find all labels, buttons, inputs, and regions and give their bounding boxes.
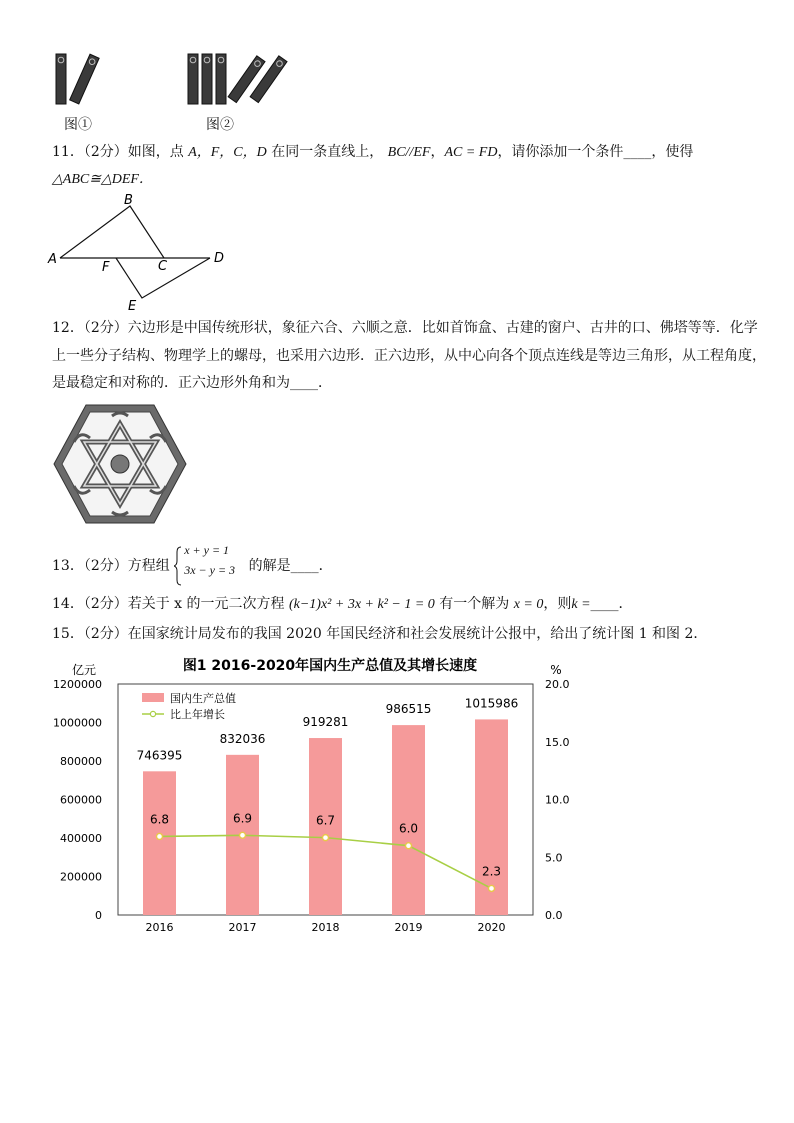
legend-label-gdp: 国内生产总值 bbox=[170, 692, 236, 705]
growth-point-2018 bbox=[323, 835, 329, 841]
y-right-tick-label: 0.0 bbox=[545, 909, 563, 922]
growth-label-2020: 2.3 bbox=[481, 864, 502, 879]
question-13 bbox=[52, 543, 772, 586]
y-left-tick-label: 400000 bbox=[60, 832, 102, 845]
q11-text-suffix: ，请你添加一个条件____，使得 bbox=[497, 144, 694, 160]
q14-prefix: 14．（2分）若关于 x 的一元二次方程 bbox=[52, 596, 285, 612]
y-axis-right-ticks bbox=[545, 678, 570, 922]
growth-point-2017 bbox=[240, 832, 246, 838]
question-12-line3: 是最稳定和对称的．正六边形外角和为____． bbox=[52, 375, 332, 391]
y-left-tick-label: 1000000 bbox=[53, 716, 102, 730]
legend-marker-growth bbox=[150, 711, 155, 716]
q14-suffix-pre: ，则 bbox=[543, 596, 572, 612]
growth-point-2019 bbox=[406, 843, 412, 849]
x-tick-label-2016: 2016 bbox=[145, 921, 174, 934]
x-axis-ticks bbox=[146, 921, 506, 934]
equation-system bbox=[174, 543, 244, 586]
q11-points: A，F，C，D bbox=[188, 145, 267, 160]
chart-title: 图1 2016-2020年国内生产总值及其增长速度 bbox=[182, 658, 478, 674]
y-right-tick-label: 10.0 bbox=[545, 793, 570, 807]
figure-1-sticks bbox=[56, 54, 99, 104]
bar-label-2017: 832036 bbox=[219, 731, 266, 746]
question-12-line2: 上一些分子结构、物理学上的螺母，也采用六边形．正六边形，从中心向各个顶点连线是等边三角形，从工程角度， bbox=[52, 348, 766, 364]
growth-label-2019: 6.0 bbox=[398, 821, 419, 836]
question-15: 15．（2分）在国家统计局发布的我国 2020 年国民经济和社会发展统计公报中，给出了统计图 1 和图 2． bbox=[52, 626, 708, 642]
y-left-tick-label: 200000 bbox=[60, 870, 102, 884]
label-A: A bbox=[48, 252, 57, 267]
x-tick-label-2018: 2018 bbox=[311, 921, 340, 934]
growth-label-2018: 6.7 bbox=[315, 813, 336, 828]
growth-label-2016: 6.8 bbox=[149, 812, 170, 827]
y-right-tick-label: 15.0 bbox=[545, 735, 570, 749]
q11-text-prefix: 11．（2分）如图，点 bbox=[52, 144, 184, 160]
growth-point-2016 bbox=[157, 833, 163, 839]
figure-2-caption: 图② bbox=[206, 117, 234, 133]
chart-legend bbox=[142, 691, 236, 721]
question-11-line2: △ABC≅△DEF． bbox=[52, 172, 153, 187]
q11-condition-parallel: BC//EF bbox=[387, 145, 431, 160]
brace-icon bbox=[174, 546, 182, 586]
q14-mid: 有一个解为 bbox=[439, 596, 510, 612]
label-D: D bbox=[214, 251, 225, 266]
equation-2: 3x − y = 3 bbox=[184, 563, 236, 577]
label-B: B bbox=[124, 193, 133, 208]
q14-root: x = 0 bbox=[513, 597, 544, 612]
x-tick-label-2020: 2020 bbox=[477, 921, 506, 934]
y-right-tick-label: 20.0 bbox=[545, 678, 570, 691]
question-11-line1 bbox=[52, 138, 772, 167]
bar-label-2018: 919281 bbox=[302, 715, 349, 730]
growth-point-2020 bbox=[489, 885, 495, 891]
label-F: F bbox=[102, 260, 110, 275]
growth-label-2017: 6.9 bbox=[232, 811, 253, 826]
figure-2-sticks bbox=[188, 54, 287, 104]
figure-1-caption: 图① bbox=[64, 117, 92, 133]
q14-equation: (k−1)x² + 3x + k² − 1 = 0 bbox=[288, 597, 435, 612]
equation-1: x + y = 1 bbox=[184, 543, 230, 557]
legend-label-growth: 比上年增长 bbox=[170, 708, 225, 721]
y-left-tick-label: 600000 bbox=[60, 793, 102, 807]
x-tick-label-2017: 2017 bbox=[228, 921, 257, 934]
y-left-tick-label: 1200000 bbox=[53, 678, 102, 691]
y-axis-left-label: 亿元 bbox=[71, 663, 97, 677]
x-tick-label-2019: 2019 bbox=[394, 921, 423, 934]
stick-figures bbox=[50, 48, 300, 110]
q13-prefix: 13．（2分）方程组 bbox=[52, 558, 170, 574]
gdp-chart bbox=[50, 652, 590, 942]
q14-suffix-post: ____． bbox=[590, 596, 633, 612]
y-axis-right-label: % bbox=[550, 663, 562, 677]
bar-label-2019: 986515 bbox=[385, 702, 432, 717]
q11-triangle-figure bbox=[44, 190, 244, 315]
question-14 bbox=[52, 590, 772, 619]
y-axis-left-ticks bbox=[53, 678, 102, 922]
question-12-line1: 12．（2分）六边形是中国传统形状，象征六合、六顺之意．比如首饰盒、古建的窗户、古井的口、佛塔等等．化学 bbox=[52, 320, 758, 336]
y-left-tick-label: 800000 bbox=[60, 755, 102, 768]
y-left-tick-label: 0 bbox=[95, 909, 102, 922]
hexagon-ornament-figure bbox=[52, 402, 188, 526]
label-E: E bbox=[128, 299, 137, 314]
q11-separator: ， bbox=[430, 144, 445, 160]
bar-2016 bbox=[143, 771, 176, 915]
label-C: C bbox=[158, 259, 168, 274]
q11-condition-equal: AC = FD bbox=[444, 145, 498, 160]
bar-label-2020: 1015986 bbox=[464, 696, 519, 711]
q14-suffix-var: k = bbox=[571, 597, 591, 612]
bar-label-2016: 746395 bbox=[136, 748, 183, 763]
legend-swatch-gdp bbox=[142, 693, 164, 702]
bar-2019 bbox=[392, 725, 425, 915]
y-right-tick-label: 5.0 bbox=[545, 851, 563, 865]
q13-suffix: 的解是____． bbox=[248, 558, 333, 574]
q11-text-mid: 在同一条直线上， bbox=[271, 144, 384, 160]
